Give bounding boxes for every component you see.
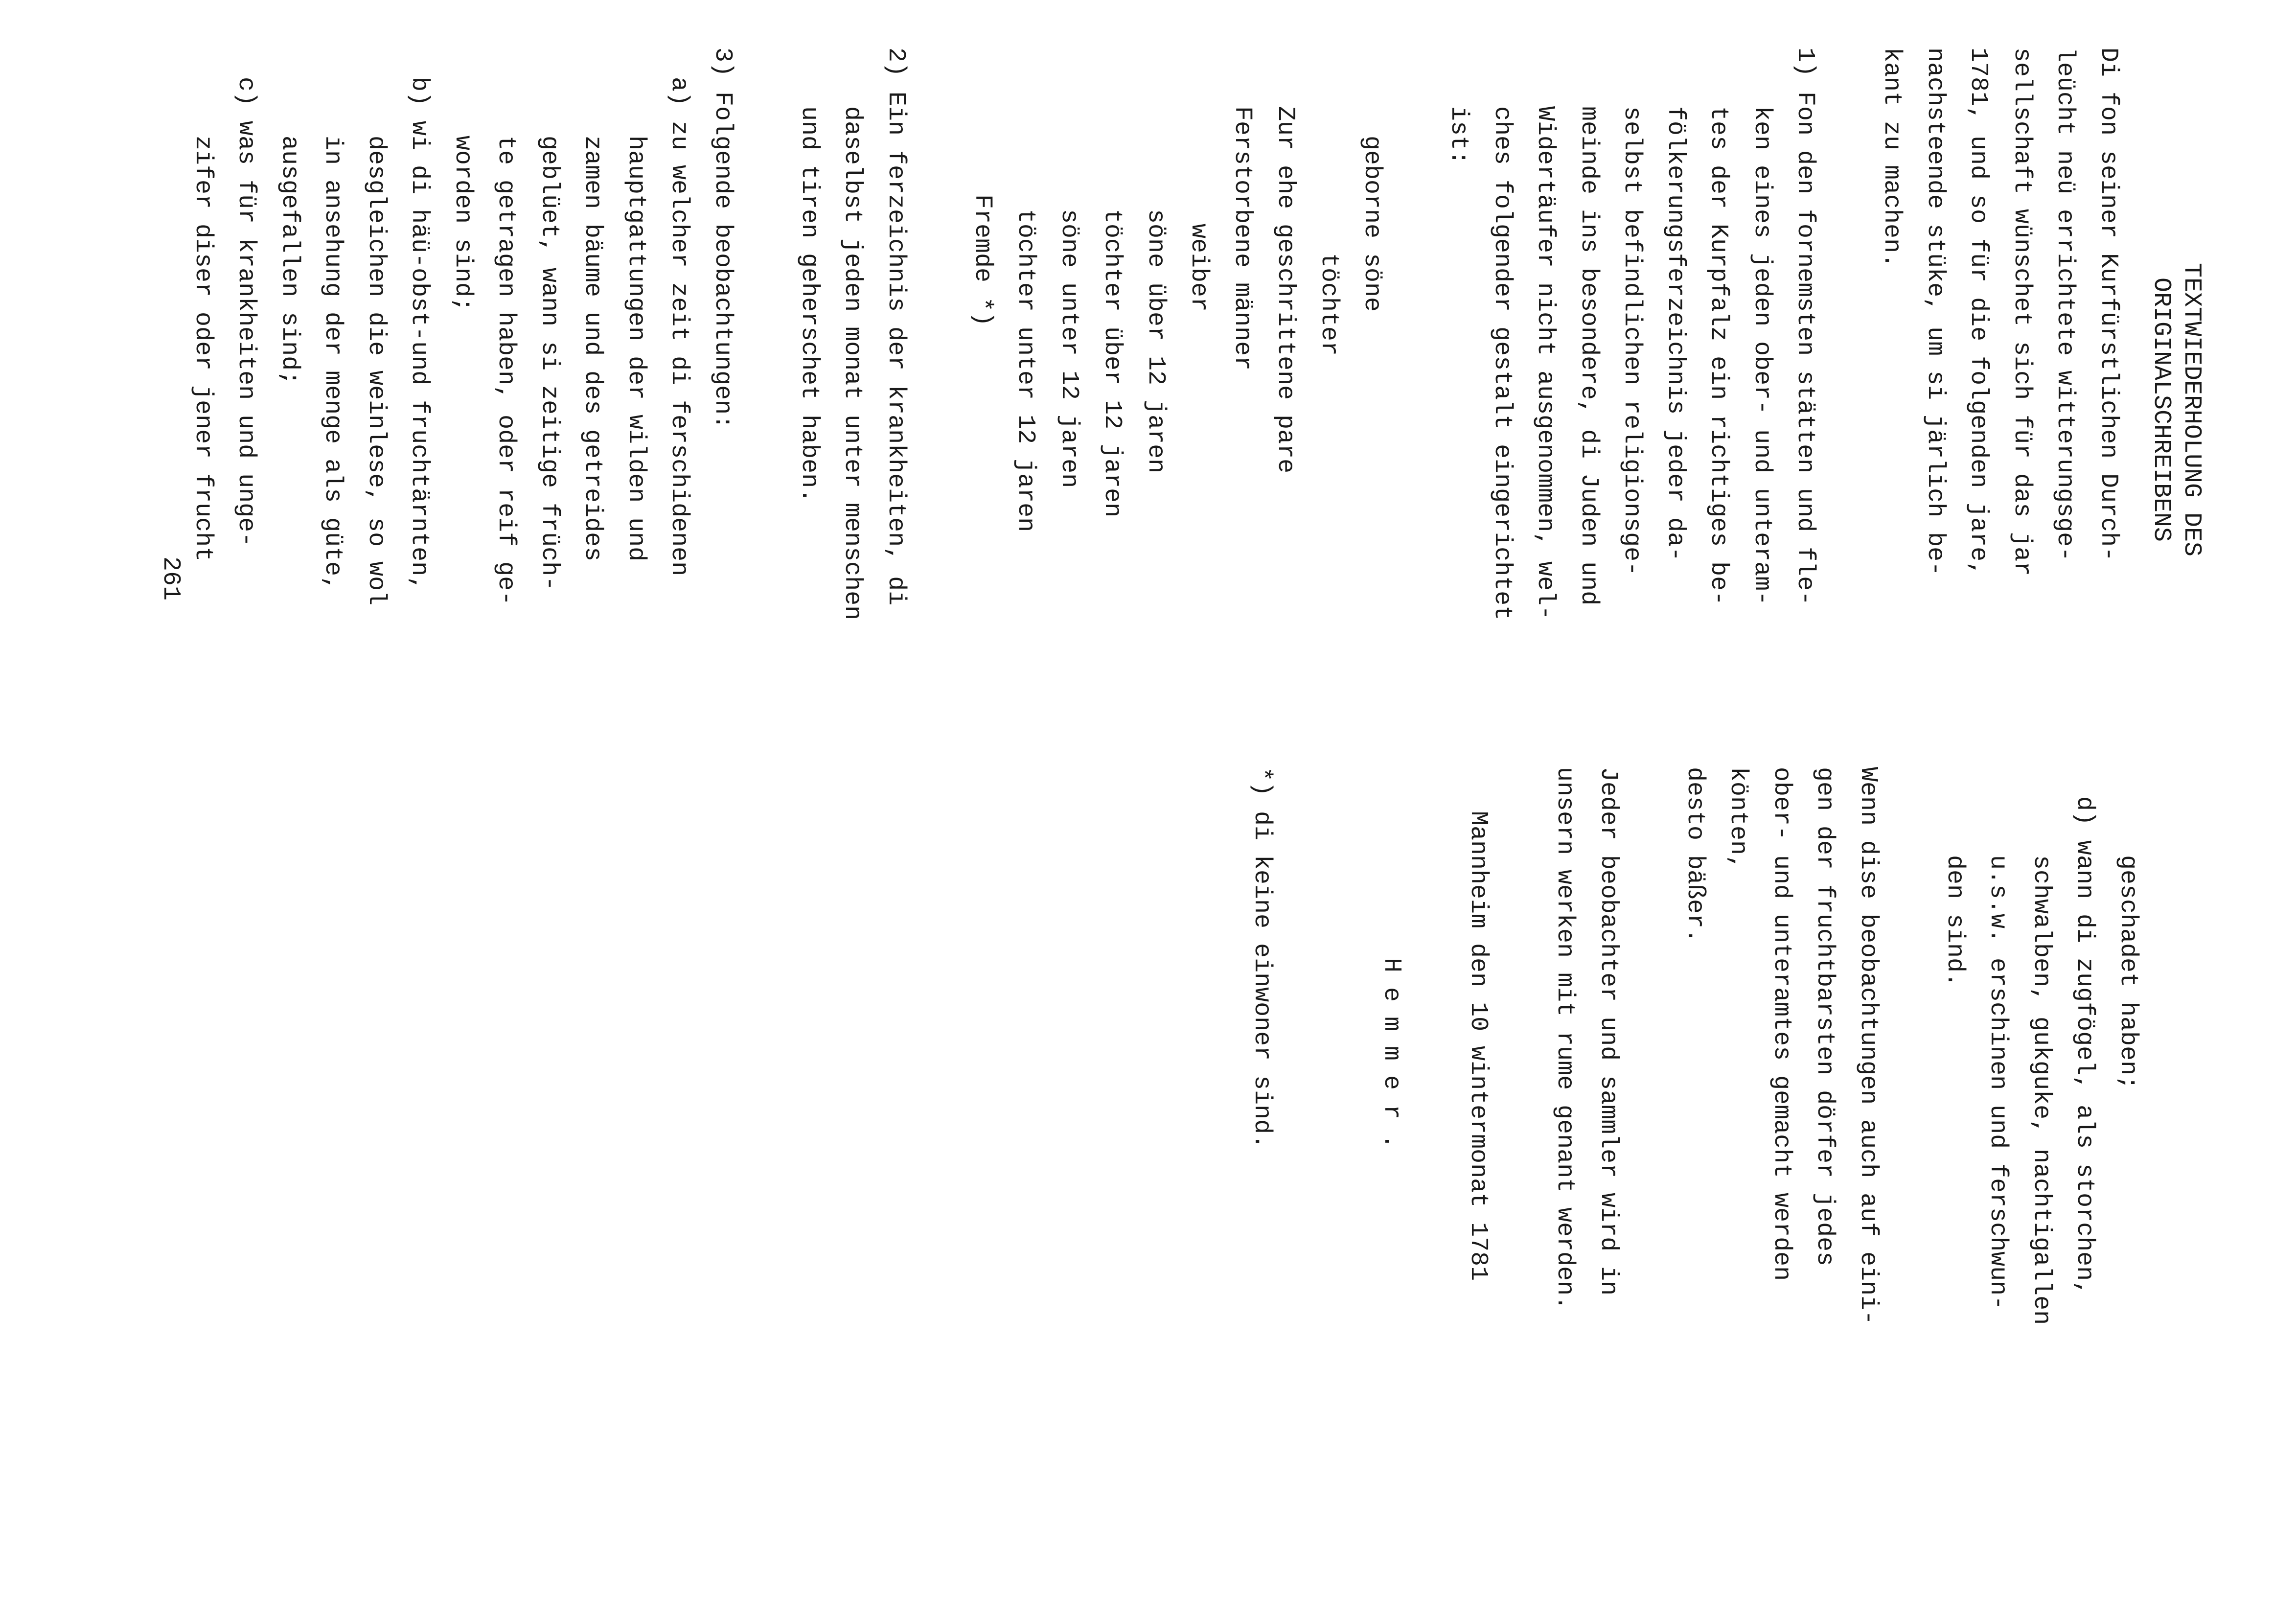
text-line: c) was für krankheiten und unge-	[232, 77, 260, 547]
text-line: Jeder beobachter und sammler wird in	[1594, 767, 1622, 1296]
text-line: te getragen haben, oder reif ge-	[492, 136, 520, 606]
text-line: nachsteende stüke, um si järlich be-	[1921, 47, 1949, 577]
text-line: Zur ehe geschrittene pare	[1271, 106, 1300, 474]
text-line: und tiren geherschet haben.	[795, 106, 823, 503]
text-line: töchter	[1315, 253, 1343, 356]
text-line: weiber	[1185, 224, 1213, 312]
text-line: leücht neü errichtete witterungsge-	[2051, 47, 2079, 562]
text-line: daselbst jeden monat unter menschen	[838, 106, 867, 621]
text-line: töchter über 12 jaren	[1098, 209, 1126, 518]
text-line: gen der fruchtbarsten dörfer jedes	[1811, 767, 1839, 1267]
text-line: Widertäufer nicht ausgenommen, wel-	[1531, 106, 1560, 621]
text-line: zifer diser oder jener frucht	[189, 136, 217, 562]
text-line: ist:	[1445, 106, 1473, 165]
text-line: fölkerungsferzeichnis jeder da-	[1661, 106, 1689, 562]
text-line: kant zu machen.	[1878, 47, 1906, 268]
text-line: 3) Folgende beobachtungen:	[709, 47, 736, 430]
text-line: u.s.w. erschinen und ferschwun-	[1984, 855, 2012, 1311]
text-line: Di fon seiner Kurfürstlichen Durch-	[2094, 47, 2122, 562]
text-line: ober- und unteramtes gemacht werden	[1768, 767, 1795, 1281]
text-line: desgleichen die weinlese, so wol	[362, 136, 390, 606]
text-line: *) di keine einwoner sind.	[1248, 767, 1276, 1149]
text-line: 1) Fon den fornemsten stätten und fle-	[1791, 47, 1819, 606]
text-line: geschadet haben;	[2114, 855, 2142, 1090]
text-line: sellschaft wünschet sich für das jar	[2008, 47, 2036, 577]
text-line: töchter unter 12 jaren	[1011, 209, 1040, 532]
text-line: den sind.	[1941, 855, 1969, 988]
text-line: söne unter 12 jaren	[1055, 209, 1083, 488]
text-line: schwalben, gukguke, nachtigallen	[2027, 855, 2055, 1325]
title-line-2: ORIGINALSCHREIBENS	[2147, 277, 2175, 542]
text-line: ausgefallen sind;	[276, 136, 303, 386]
text-line: tes der Kurpfalz ein richtiges be-	[1704, 106, 1733, 606]
text-line: hauptgattungen der wilden und	[622, 136, 650, 562]
title-line-1: TEXTWIEDERHOLUNG DES	[2178, 262, 2205, 557]
text-line: a) zu welcher zeit di ferschidenen	[665, 77, 693, 577]
text-line: selbst befindlichen religionsge-	[1618, 106, 1646, 577]
text-line: 1781, und so für die folgenden jare,	[1964, 47, 1993, 577]
text-line: meinde ins besondere, di Juden und	[1575, 106, 1603, 606]
text-line: unsern werken mit rume genant werden.	[1551, 767, 1579, 1311]
text-line: zamen bäume und des getreides	[578, 136, 607, 562]
text-line: geborne söne	[1358, 136, 1386, 312]
document-page	[0, 3, 2296, 1325]
text-line: ken eines jeden ober- und unteram-	[1748, 106, 1776, 606]
text-line: söne über 12 jaren	[1142, 209, 1170, 474]
text-line: 2) Ein ferzeichnis der krankheiten, di	[882, 47, 910, 606]
text-line: worden sind;	[449, 136, 477, 312]
text-line: Fremde *)	[968, 194, 996, 327]
text-line: Ferstorbene männer	[1228, 106, 1256, 371]
text-line: desto bäßer.	[1681, 767, 1709, 944]
text-line: H e m m e r .	[1378, 958, 1406, 1149]
text-line: könten,	[1724, 767, 1752, 870]
text-line: b) wi di häü-obst-und fruchtärnten,	[405, 77, 434, 591]
text-line: ches folgender gestalt eingerichtet	[1488, 106, 1516, 621]
text-line: Mannheim den 10 wintermonat 1781	[1464, 811, 1492, 1281]
page-number: 261	[157, 556, 184, 601]
text-line: in ansehung der menge als güte,	[319, 136, 347, 591]
text-line: geblüet, wann si zeitige früch-	[535, 136, 563, 591]
text-line: d) wann di zugfögel, als storchen,	[2070, 796, 2099, 1296]
text-line: Wenn dise beobachtungen auch auf eini-	[1854, 767, 1882, 1325]
